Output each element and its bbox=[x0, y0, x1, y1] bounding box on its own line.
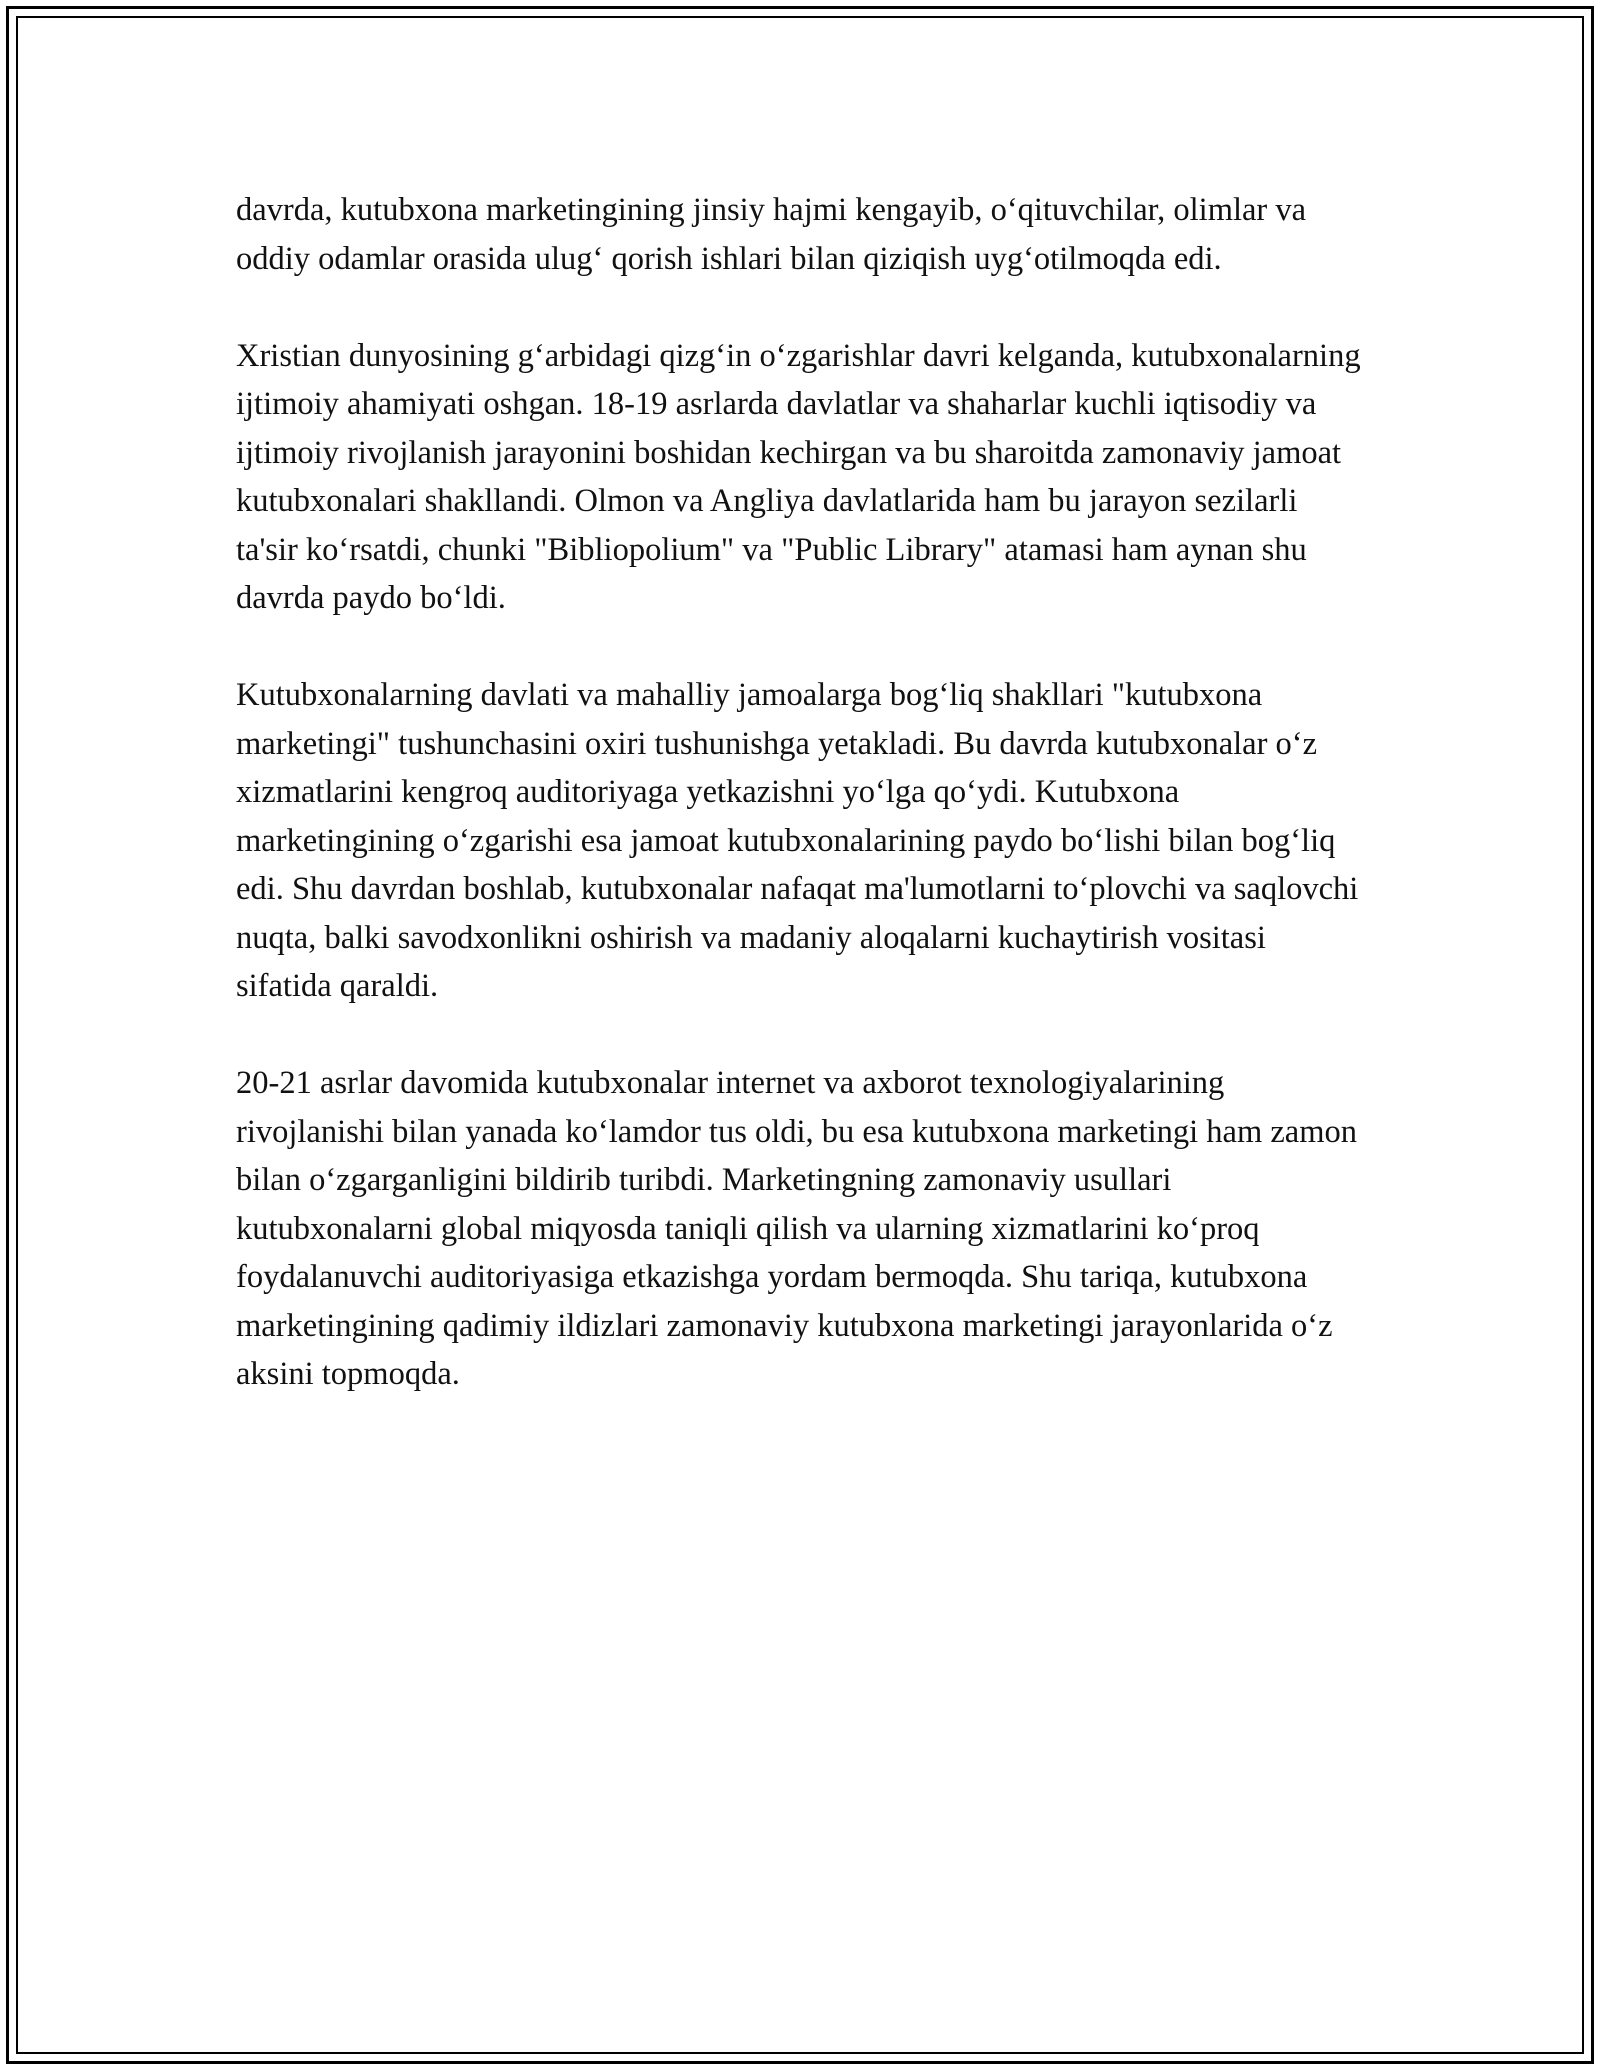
paragraph-4: 20-21 asrlar davomida kutubxonalar internet va axborot texnologiyalarining rivojlanishi bilan yanada ko‘lamdor tus oldi, bu esa kutubxona marketingi ham zamon bilan o‘zgarganligini bildirib turibdi. Marketingning zamonaviy usullari kutubxonalarni global miqyosda taniqli qilish va ularning xizmatlarini ko‘proq foydalanuvchi auditoriyasiga etkazishga yordam bermoqda. Shu tariqa, kutubxona marketingining qadimiy ildizlari zamonaviy kutubxona marketingi jarayonlarida o‘z aksini topmoqda. bbox=[236, 1065, 1357, 1392]
document-body bbox=[236, 186, 1366, 1399]
paragraph-3: Kutubxonalarning davlati va mahalliy jamoalarga bog‘liq shakllari "kutubxona marketingi" tushunchasini oxiri tushunishga yetakladi. Bu davrda kutubxonalar o‘z xizmatlarini kengroq auditoriyaga yetkazishni yo‘lga qo‘ydi. Kutubxona marketingining o‘zgarishi esa jamoat kutubxonalarining paydo bo‘lishi bilan bog‘liq edi. Shu davrdan boshlab, kutubxonalar nafaqat ma'lumotlarni to‘plovchi va saqlovchi nuqta, balki savodxonlikni oshirish va madaniy aloqalarni kuchaytirish vositasi sifatida qaraldi. bbox=[236, 677, 1359, 1004]
paragraph-1: davrda, kutubxona marketingining jinsiy hajmi kengayib, o‘qituvchilar, olimlar va oddiy odamlar orasida ulug‘ qorish ishlari bilan qiziqish uyg‘otilmoqda edi. bbox=[236, 192, 1307, 277]
paragraph-2: Xristian dunyosining g‘arbidagi qizg‘in o‘zgarishlar davri kelganda, kutubxonalarning ijtimoiy ahamiyati oshgan. 18-19 asrlarda davlatlar va shaharlar kuchli iqtisodiy va ijtimoiy rivojlanish jarayonini boshidan kechirgan va bu sharoitda zamonaviy jamoat kutubxonalari shakllandi. Olmon va Angliya davlatlarida ham bu jarayon sezilarli ta'sir ko‘rsatdi, chunki "Bibliopolium" va "Public Library" atamasi ham aynan shu davrda paydo bo‘ldi. bbox=[236, 337, 1361, 616]
